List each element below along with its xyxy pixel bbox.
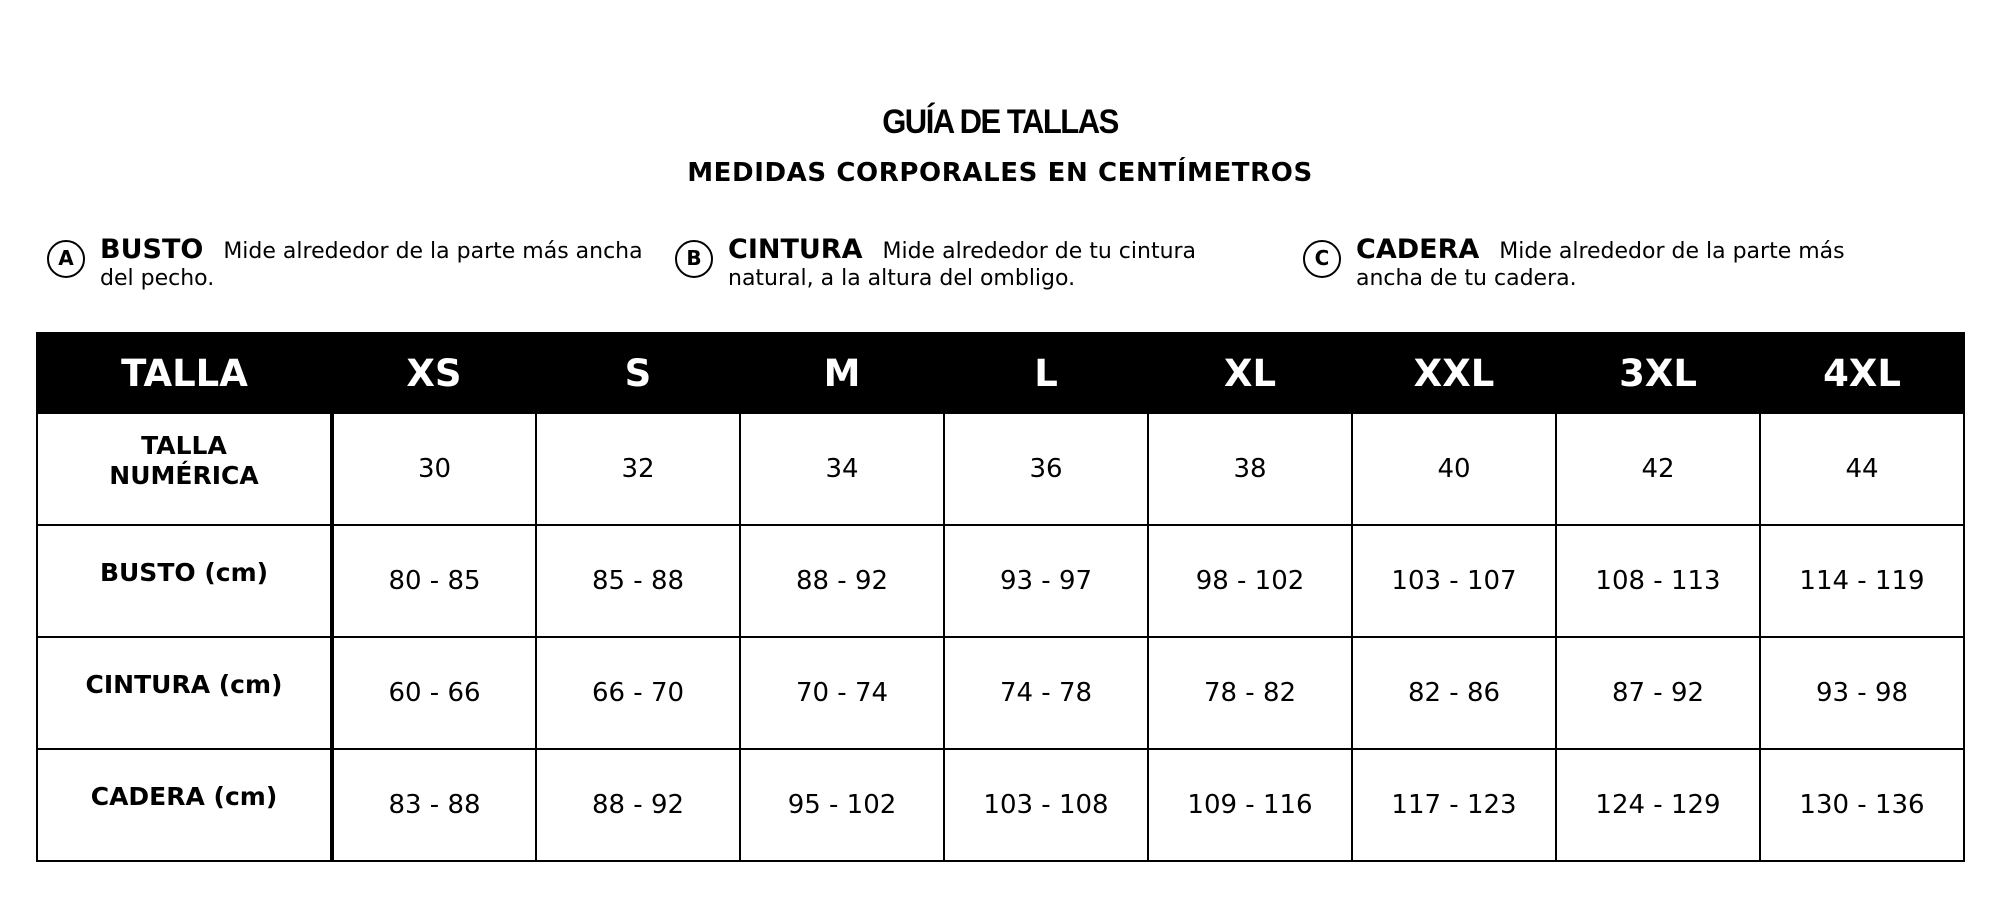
table-cell: 34 — [740, 413, 944, 525]
letter-b-badge: B — [675, 240, 713, 278]
row-label: TALLA NUMÉRICA — [37, 413, 332, 525]
table-cell: 80 - 85 — [332, 525, 536, 637]
table-cell: 44 — [1760, 413, 1964, 525]
table-cell: 38 — [1148, 413, 1352, 525]
table-cell: 93 - 97 — [944, 525, 1148, 637]
table-cell: 114 - 119 — [1760, 525, 1964, 637]
column-header: TALLA — [37, 333, 332, 413]
table-cell: 124 - 129 — [1556, 749, 1760, 861]
row-label: BUSTO (cm) — [37, 525, 332, 637]
column-header: XS — [332, 333, 536, 413]
table-cell: 36 — [944, 413, 1148, 525]
row-label: CADERA (cm) — [37, 749, 332, 861]
row-label: CINTURA (cm) — [37, 637, 332, 749]
table-cell: 78 - 82 — [1148, 637, 1352, 749]
measure-name: CINTURA — [728, 234, 863, 265]
table-cell: 66 - 70 — [536, 637, 740, 749]
table-cell: 95 - 102 — [740, 749, 944, 861]
table-cell: 108 - 113 — [1556, 525, 1760, 637]
table-cell: 103 - 107 — [1352, 525, 1556, 637]
table-row — [37, 637, 1964, 749]
table-cell: 82 - 86 — [1352, 637, 1556, 749]
table-cell: 117 - 123 — [1352, 749, 1556, 861]
table-cell: 42 — [1556, 413, 1760, 525]
page-subtitle: MEDIDAS CORPORALES EN CENTÍMETROS — [687, 158, 1313, 188]
table-cell: 88 - 92 — [536, 749, 740, 861]
column-header: M — [740, 333, 944, 413]
column-header: 4XL — [1760, 333, 1964, 413]
table-cell: 93 - 98 — [1760, 637, 1964, 749]
table-cell: 83 - 88 — [332, 749, 536, 861]
measure-description: Mide alrededor de la parte más ancha de tu cadera. — [1356, 239, 1845, 291]
table-cell: 130 - 136 — [1760, 749, 1964, 861]
table-cell: 87 - 92 — [1556, 637, 1760, 749]
table-row — [37, 749, 1964, 861]
measure-name: CADERA — [1356, 234, 1480, 265]
table-cell: 98 - 102 — [1148, 525, 1352, 637]
letter-a-badge: A — [47, 240, 85, 278]
table-cell: 85 - 88 — [536, 525, 740, 637]
table-cell: 103 - 108 — [944, 749, 1148, 861]
table-cell: 109 - 116 — [1148, 749, 1352, 861]
page-title: GUÍA DE TALLAS — [882, 101, 1118, 142]
table-cell: 32 — [536, 413, 740, 525]
column-header: XL — [1148, 333, 1352, 413]
table-cell: 30 — [332, 413, 536, 525]
table-cell: 74 - 78 — [944, 637, 1148, 749]
size-chart-table — [36, 332, 1965, 862]
column-header: L — [944, 333, 1148, 413]
measure-description: Mide alrededor de la parte más ancha del pecho. — [100, 239, 643, 291]
measure-description: Mide alrededor de tu cintura natural, a la altura del ombligo. — [728, 239, 1197, 291]
column-header: 3XL — [1556, 333, 1760, 413]
table-row — [37, 413, 1964, 525]
table-cell: 40 — [1352, 413, 1556, 525]
table-cell: 60 - 66 — [332, 637, 536, 749]
table-header-row — [37, 333, 1964, 413]
measure-name: BUSTO — [100, 234, 204, 265]
letter-c-badge: C — [1303, 240, 1341, 278]
column-header: XXL — [1352, 333, 1556, 413]
table-cell: 70 - 74 — [740, 637, 944, 749]
table-row — [37, 525, 1964, 637]
column-header: S — [536, 333, 740, 413]
table-cell: 88 - 92 — [740, 525, 944, 637]
